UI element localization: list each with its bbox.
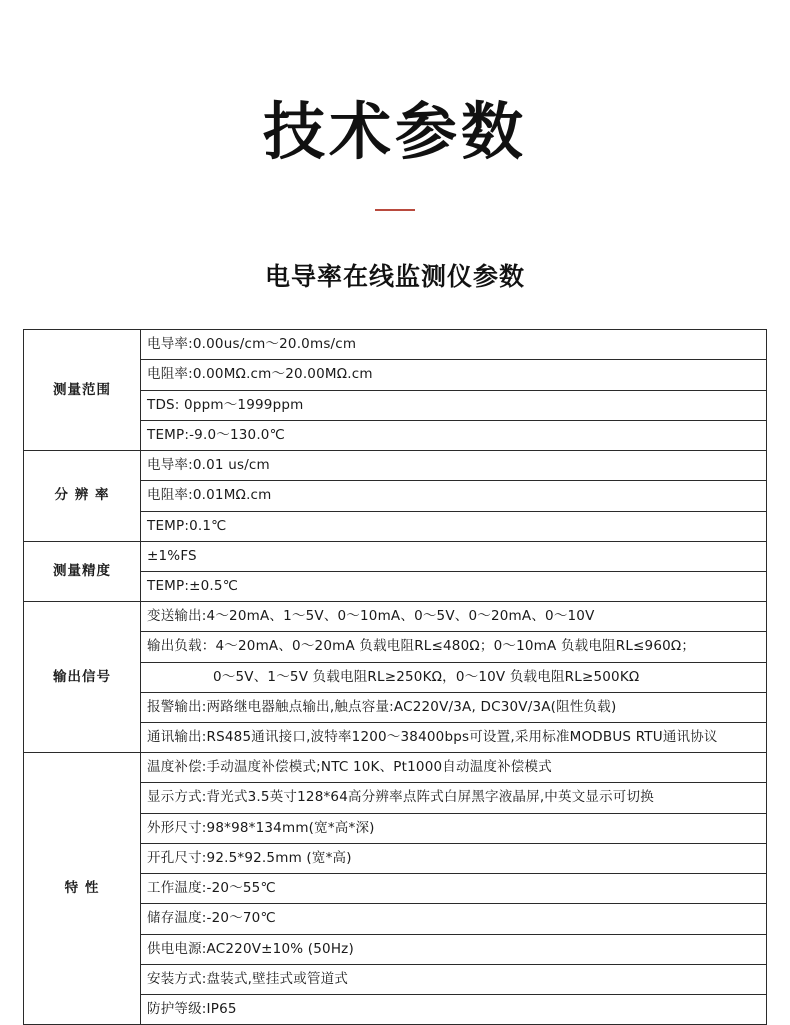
specification-table-body <box>24 330 767 1025</box>
spec-value-cell: 外形尺寸:98*98*134mm(宽*高*深) <box>141 813 767 843</box>
spec-value-cell: 报警输出:两路继电器触点输出,触点容量:AC220V/3A, DC30V/3A(阻性负载) <box>141 692 767 722</box>
table-row <box>24 451 767 481</box>
spec-value-cell: ±1%FS <box>141 541 767 571</box>
spec-category-cell: 输出信号 <box>24 602 141 753</box>
spec-value-cell: TEMP:0.1℃ <box>141 511 767 541</box>
page-subtitle: 电导率在线监测仪参数 <box>264 262 525 292</box>
spec-value-cell: 0～5V、1～5V 负载电阻RL≥250KΩ，0～10V 负载电阻RL≥500KΩ <box>141 662 767 692</box>
spec-category-cell: 分 辨 率 <box>24 451 141 542</box>
spec-value-cell: 电阻率:0.00MΩ.cm～20.00MΩ.cm <box>141 360 767 390</box>
table-row <box>24 330 767 360</box>
specification-table <box>23 329 767 1025</box>
title-divider-wrapper <box>0 166 790 215</box>
spec-value-cell: 电阻率:0.01MΩ.cm <box>141 481 767 511</box>
divider <box>375 209 415 211</box>
spec-value-cell: 开孔尺寸:92.5*92.5mm (宽*高) <box>141 843 767 873</box>
spec-value-cell: 电导率:0.00us/cm～20.0ms/cm <box>141 330 767 360</box>
spec-value-cell: 供电电源:AC220V±10% (50Hz) <box>141 934 767 964</box>
spec-category-cell: 测量精度 <box>24 541 141 601</box>
spec-value-cell: 变送输出:4～20mA、1～5V、0～10mA、0～5V、0～20mA、0～10V <box>141 602 767 632</box>
table-row <box>24 753 767 783</box>
spec-category-cell: 特 性 <box>24 753 141 1025</box>
spec-value-cell: 储存温度:-20～70℃ <box>141 904 767 934</box>
spec-value-cell: 输出负载：4～20mA、0～20mA 负载电阻RL≤480Ω；0～10mA 负载电阻RL≤960Ω； <box>141 632 767 662</box>
spec-value-cell: 温度补偿:手动温度补偿模式;NTC 10K、Pt1000自动温度补偿模式 <box>141 753 767 783</box>
spec-value-cell: 工作温度:-20～55℃ <box>141 874 767 904</box>
spec-value-cell: 防护等级:IP65 <box>141 995 767 1025</box>
table-row <box>24 541 767 571</box>
table-row <box>24 602 767 632</box>
spec-category-cell: 测量范围 <box>24 330 141 451</box>
spec-value-cell: 安装方式:盘装式,壁挂式或管道式 <box>141 964 767 994</box>
spec-value-cell: 通讯输出:RS485通讯接口,波特率1200～38400bps可设置,采用标准MODBUS RTU通讯协议 <box>141 723 767 753</box>
page-title: 技术参数 <box>262 95 527 168</box>
spec-value-cell: TEMP:±0.5℃ <box>141 571 767 601</box>
spec-value-cell: TDS: 0ppm～1999ppm <box>141 390 767 420</box>
spec-value-cell: TEMP:-9.0～130.0℃ <box>141 420 767 450</box>
spec-value-cell: 电导率:0.01 us/cm <box>141 451 767 481</box>
spec-value-cell: 显示方式:背光式3.5英寸128*64高分辨率点阵式白屏黑字液晶屏,中英文显示可切换 <box>141 783 767 813</box>
